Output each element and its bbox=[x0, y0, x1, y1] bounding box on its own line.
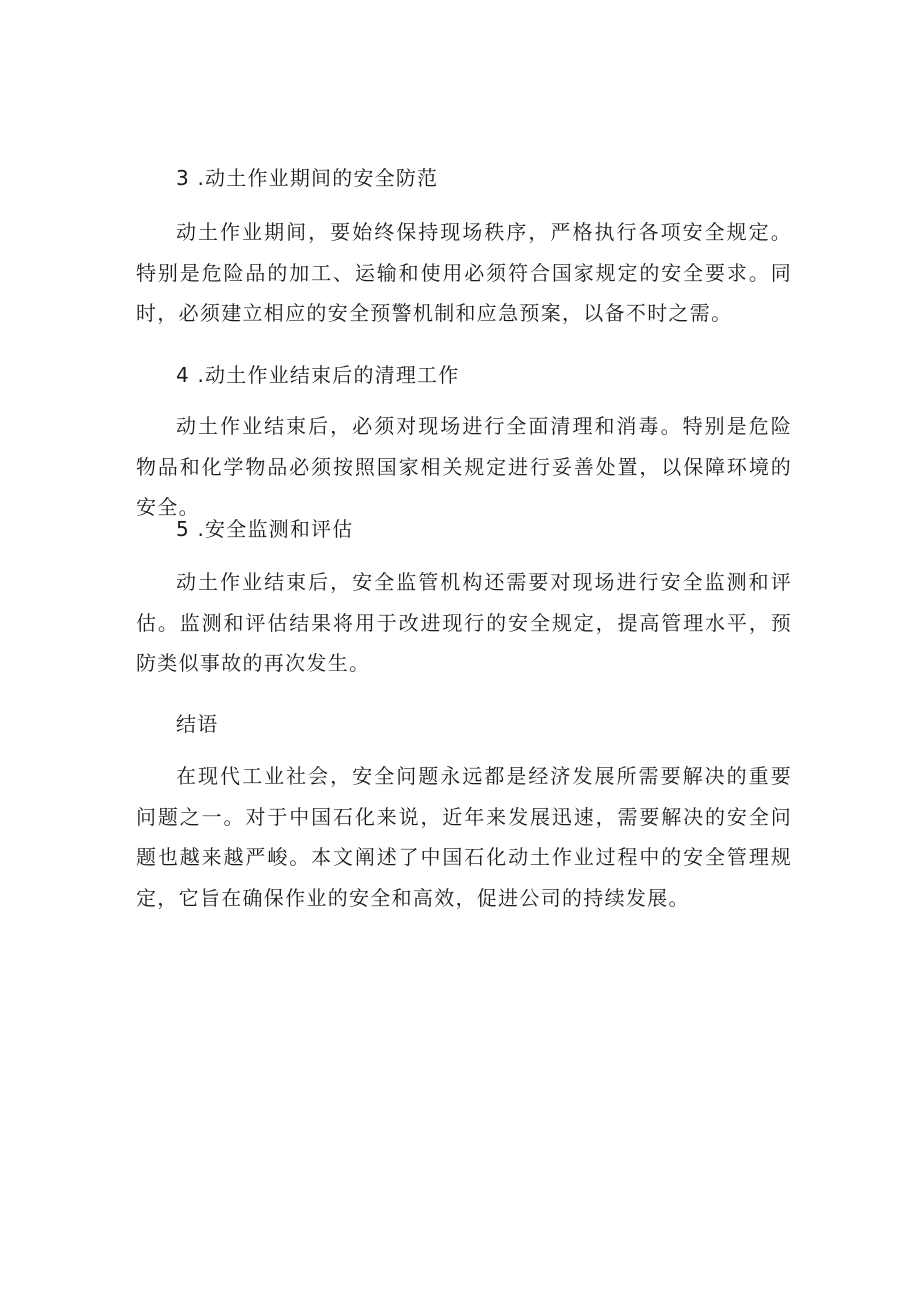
section-3-body: 动土作业期间，要始终保持现场秩序，严格执行各项安全规定。特别是危险品的加工、运输和使用必须符合国家规定的安全要求。同时，必须建立相应的安全预警机制和应急预案，以备不时之需。 bbox=[136, 220, 792, 325]
section-5-body: 动土作业结束后，安全监管机构还需要对现场进行安全监测和评估。监测和评估结果将用于改进现行的安全规定，提高管理水平，预防类似事故的再次发生。 bbox=[136, 570, 792, 675]
section-4-body: 动土作业结束后，必须对现场进行全面清理和消毒。特别是危险物品和化学物品必须按照国家相关规定进行妥善处置，以保障环境的安全。 bbox=[136, 414, 792, 519]
section-4-heading: 4 .动土作业结束后的清理工作 bbox=[176, 363, 460, 387]
conclusion-heading: 结语 bbox=[176, 712, 219, 736]
section-5-heading: 5 .安全监测和评估 bbox=[176, 517, 354, 541]
section-3-heading: 3 .动土作业期间的安全防范 bbox=[176, 166, 439, 190]
conclusion-body: 在现代工业社会，安全问题永远都是经济发展所需要解决的重要问题之一。对于中国石化来说，近年来发展迅速，需要解决的安全问题也越来越严峻。本文阐述了中国石化动土作业过程中的安全管理规定，它旨在确保作业的安全和高效，促进公司的持续发展。 bbox=[136, 764, 792, 910]
